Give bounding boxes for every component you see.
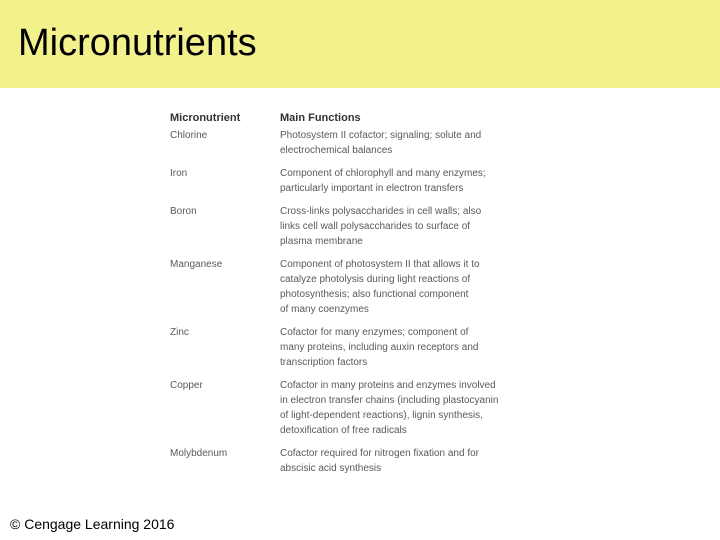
function-line: transcription factors bbox=[280, 357, 368, 368]
main-functions bbox=[280, 378, 536, 438]
table-body bbox=[170, 128, 540, 476]
function-line: Cofactor in many proteins and enzymes involved bbox=[280, 380, 496, 391]
function-line: Photosystem II cofactor; signaling; solute and bbox=[280, 130, 482, 141]
function-line: of many coenzymes bbox=[280, 304, 369, 315]
micronutrient-table bbox=[170, 110, 540, 484]
function-line: catalyze photolysis during light reactions of bbox=[280, 274, 471, 285]
main-functions bbox=[280, 325, 536, 370]
function-line: Cross-links polysaccharides in cell walls; also bbox=[280, 206, 482, 217]
slide-title: Micronutrients bbox=[18, 22, 257, 64]
micronutrient-name: Manganese bbox=[170, 259, 223, 270]
micronutrient-name: Zinc bbox=[170, 327, 189, 338]
function-line: abscisic acid synthesis bbox=[280, 463, 382, 474]
table-row bbox=[170, 257, 540, 317]
main-functions bbox=[280, 204, 536, 249]
function-line: Cofactor required for nitrogen fixation and for bbox=[280, 448, 479, 459]
micronutrient-name: Copper bbox=[170, 380, 203, 391]
function-line: electrochemical balances bbox=[280, 145, 393, 156]
table-row bbox=[170, 446, 540, 476]
table-row bbox=[170, 128, 540, 158]
function-line: of light-dependent reactions), lignin synthesis, bbox=[280, 410, 483, 421]
title-bar bbox=[0, 0, 720, 88]
function-line: in electron transfer chains (including plastocyanin bbox=[280, 395, 499, 406]
header-main-functions: Main Functions bbox=[280, 112, 361, 124]
function-line: photosynthesis; also functional component bbox=[280, 289, 469, 300]
copyright-notice: © Cengage Learning 2016 bbox=[10, 516, 175, 532]
micronutrient-name: Iron bbox=[170, 168, 188, 179]
function-line: many proteins, including auxin receptors and bbox=[280, 342, 479, 353]
table-row bbox=[170, 378, 540, 438]
function-line: plasma membrane bbox=[280, 236, 363, 247]
header-micronutrient: Micronutrient bbox=[170, 112, 241, 124]
main-functions bbox=[280, 446, 536, 476]
main-functions bbox=[280, 257, 536, 317]
micronutrient-name: Boron bbox=[170, 206, 197, 217]
table-row bbox=[170, 325, 540, 370]
main-functions bbox=[280, 128, 536, 158]
table-row bbox=[170, 166, 540, 196]
function-line: particularly important in electron transfers bbox=[280, 183, 464, 194]
function-line: links cell wall polysaccharides to surface of bbox=[280, 221, 471, 232]
function-line: Component of chlorophyll and many enzymes; bbox=[280, 168, 486, 179]
table-header bbox=[170, 110, 540, 128]
main-functions bbox=[280, 166, 536, 196]
micronutrient-name: Molybdenum bbox=[170, 448, 228, 459]
table-row bbox=[170, 204, 540, 249]
function-line: Component of photosystem II that allows it to bbox=[280, 259, 480, 270]
function-line: detoxification of free radicals bbox=[280, 425, 407, 436]
micronutrient-name: Chlorine bbox=[170, 130, 208, 141]
function-line: Cofactor for many enzymes; component of bbox=[280, 327, 469, 338]
